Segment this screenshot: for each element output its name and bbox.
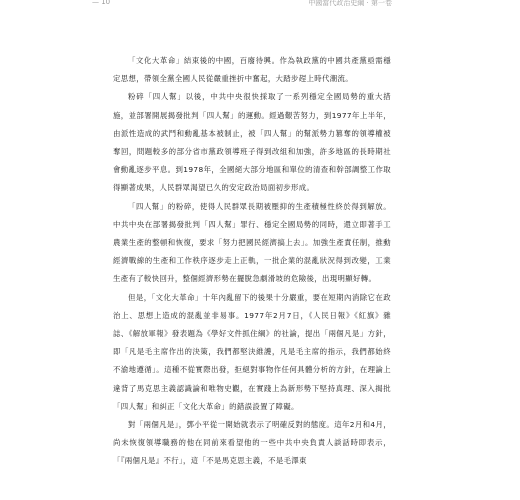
running-title: 中國當代政治史綱 · 第一卷	[308, 0, 392, 7]
page-number: — 10	[92, 0, 111, 6]
paragraph: 粉碎「四人幫」以後，中共中央很快採取了一系列穩定全國局勢的重大措施，並部署開展揭發批判「四人幫」的運動。經過艱苦努力，到1977年上半年，由派性造成的武鬥和動亂基本被制止，被「四人幫」的幫派勢力篡奪的領導權被奪回，問題較多的部分省市黨政領導班子得到改組和加強，許多地區的長時期社會動亂逐步平息。到1978年，全國絕大部分地區和單位的清查和幹部調整工作取得顯著成果，人民群眾渴望已久的安定政治局面初步形成。	[113, 92, 391, 193]
paragraph: 但是，「文化大革命」十年內亂留下的後果十分嚴重，要在短期內消除它在政治上、思想上造成的混亂並非易事。1977年2月7日，《人民日報》《紅旗》雜誌、《解放軍報》發表題為《學好文件抓住綱》的社論，提出「兩個凡是」方針，即「凡是毛主席作出的決策，我們都堅決維護，凡是毛主席的指示，我們都始終不渝地遵循」。這種不從實際出發，拒絕對事物作任何具體分析的方針，在理論上違背了馬克思主義認識論和唯物史觀，在實踐上為新形勢下堅持真理、深入揭批「四人幫」和糾正「文化大革命」的錯誤設置了障礙。	[113, 292, 391, 411]
paragraph: 「文化大革命」結束後的中國，百廢待興。作為執政黨的中國共產黨亟需穩定思想，帶領全黨全國人民從嚴重挫折中奮起，大踏步趕上時代潮流。	[113, 56, 391, 84]
page-header	[92, 0, 392, 12]
body-text	[113, 52, 391, 471]
paragraph: 「四人幫」的粉碎，使得人民群眾長期被壓抑的生產積極性終於得到解放。中共中央在部署揭發批判「四人幫」罪行、穩定全國局勢的同時，還立即著手工農業生產的整頓和恢復，要求「努力把國民經濟搞上去」。加強生產責任制，推動經濟戰線的生產和工作秩序逐步走上正軌，一批企業的混亂狀況得到改變，工業生產有了較快回升，整個經濟形勢在擺脫急劇滑坡的危險後，出現明顯好轉。	[113, 201, 391, 284]
paragraph: 對「兩個凡是」，鄧小平從一開始就表示了明確反對的態度。這年2月和4月，尚未恢復領導職務的他在同前來看望他的一些中共中央負責人談話時即表示，「『兩個凡是』不行」，這「不是馬克思主義，不是毛澤東	[113, 420, 391, 466]
